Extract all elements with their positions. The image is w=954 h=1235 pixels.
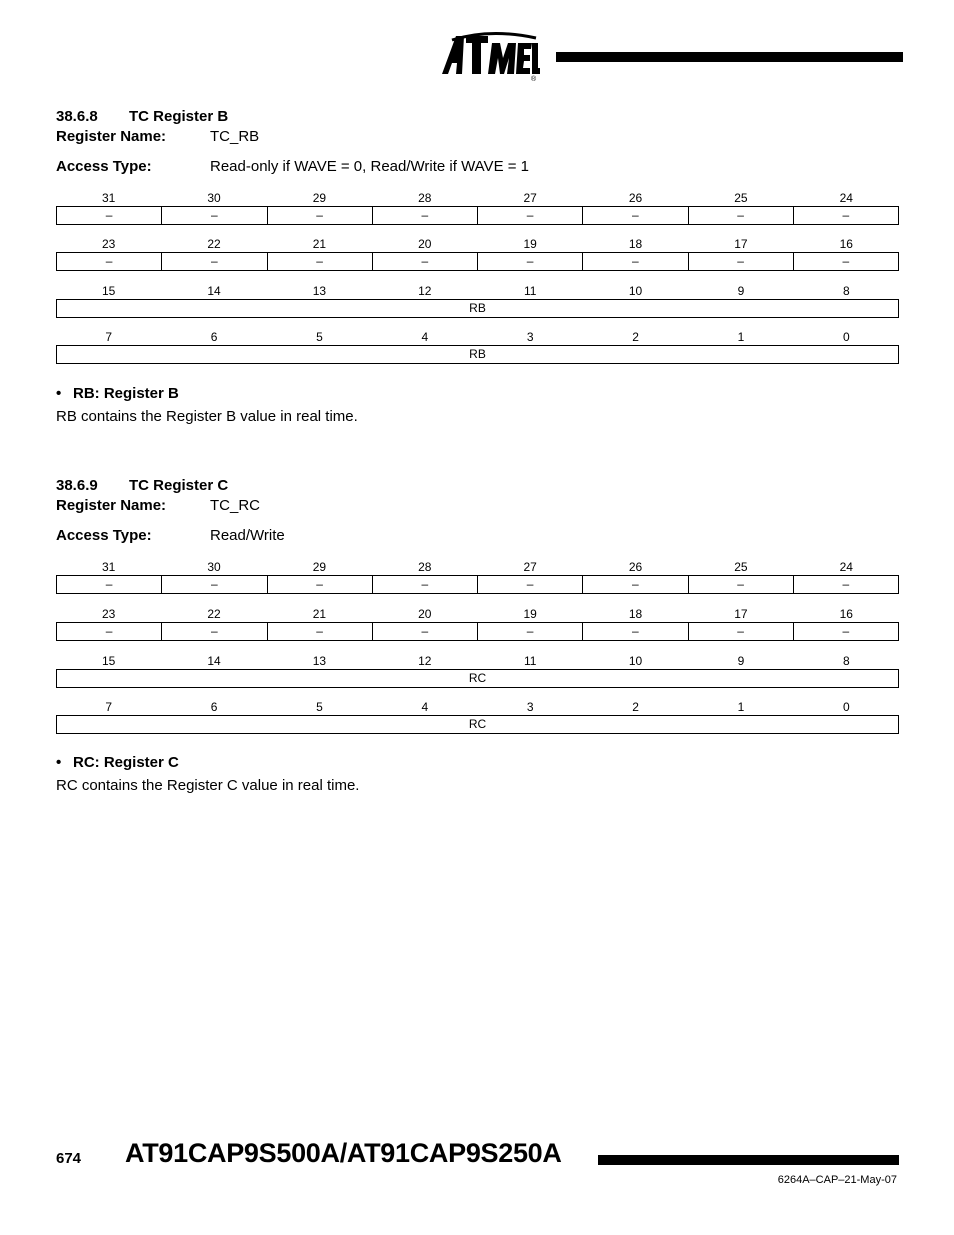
bit-number: 9 [737, 654, 745, 668]
bit-field-cells [56, 622, 899, 641]
bit-cell: – [583, 576, 688, 593]
register-row-15-8 [56, 654, 899, 688]
bit-field-cells [56, 345, 899, 364]
bit-number: 26 [628, 191, 643, 205]
bit-number: 16 [839, 237, 853, 251]
bit-number: 1 [737, 700, 745, 714]
section-title: TC Register C [129, 477, 229, 494]
bit-number: 1 [737, 330, 745, 344]
bit-cell: – [583, 253, 688, 270]
bit-number: 30 [207, 560, 221, 574]
section-tc-register-b [56, 107, 899, 425]
bit-number: 12 [418, 284, 432, 298]
footer-rule [598, 1155, 899, 1165]
bit-number: 17 [734, 237, 748, 251]
section-number: 38.6.9 [56, 477, 98, 494]
bit-number: 13 [312, 284, 327, 298]
access-type-row [56, 526, 899, 546]
bit-number: 16 [839, 607, 853, 621]
bit-number: 7 [105, 700, 113, 714]
bit-number: 17 [734, 607, 748, 621]
bit-number: 3 [526, 330, 534, 344]
bullet-mark: • [56, 385, 62, 402]
section-title: TC Register B [129, 108, 229, 125]
access-type-label: Access Type: [56, 158, 152, 175]
bit-number: 18 [628, 607, 643, 621]
field-rc-low: RC [468, 717, 487, 731]
register-row-31-24 [56, 191, 899, 225]
bit-cell: – [162, 623, 267, 640]
bit-cell: – [57, 253, 162, 270]
field-rb-low: RB [469, 347, 486, 361]
bit-number: 14 [207, 284, 221, 298]
section-tc-register-c [56, 476, 899, 794]
bit-number: 0 [842, 330, 850, 344]
bit-numbers [56, 330, 899, 345]
bit-number: 28 [418, 560, 432, 574]
bit-cell: – [842, 254, 850, 268]
bit-cell: – [268, 623, 373, 640]
bit-number: 27 [523, 560, 537, 574]
bit-number: 30 [207, 191, 221, 205]
atmel-logo [440, 30, 540, 82]
bit-cell: – [373, 576, 478, 593]
bit-number: 23 [102, 237, 116, 251]
field-heading-rb [56, 384, 179, 404]
register-name-row [56, 496, 899, 516]
register-row-7-0 [56, 700, 899, 734]
bit-cell: – [689, 207, 794, 224]
bit-cell: – [842, 208, 850, 222]
access-type-value: Read-only if WAVE = 0, Read/Write if WAVE = 1 [210, 158, 530, 175]
access-type-label: Access Type: [56, 527, 152, 544]
bit-number: 31 [102, 191, 116, 205]
bit-cell: – [583, 623, 688, 640]
bit-number: 12 [418, 654, 432, 668]
bit-number: 7 [105, 330, 113, 344]
bit-cell: – [842, 624, 850, 638]
bit-number: 13 [312, 654, 327, 668]
bit-number: 19 [523, 607, 537, 621]
bit-number: 23 [102, 607, 116, 621]
bit-cell: – [57, 623, 162, 640]
bit-numbers [56, 700, 899, 715]
bit-numbers [56, 560, 899, 575]
bit-numbers [56, 654, 899, 669]
bit-cell: – [57, 576, 162, 593]
page-number: 674 [56, 1150, 82, 1167]
bit-number: 8 [842, 284, 850, 298]
bit-number: 10 [628, 654, 643, 668]
bit-cell: – [478, 207, 583, 224]
field-description: RC contains the Register C value in real time. [56, 777, 360, 794]
bit-cell: – [268, 576, 373, 593]
bit-cell: – [373, 623, 478, 640]
register-name-label: Register Name: [56, 128, 167, 145]
bit-numbers [56, 191, 899, 206]
bit-number: 6 [210, 700, 218, 714]
bit-field-cells [56, 715, 899, 734]
bit-numbers [56, 607, 899, 622]
bit-number: 18 [628, 237, 643, 251]
bit-number: 4 [421, 330, 429, 344]
bit-number: 28 [418, 191, 432, 205]
register-name-value: TC_RC [210, 497, 261, 514]
bit-number: 5 [316, 700, 323, 714]
bit-cell: – [842, 577, 850, 591]
bit-cell: – [478, 576, 583, 593]
document-reference: 6264A–CAP–21-May-07 [777, 1174, 897, 1186]
section-number: 38.6.8 [56, 108, 98, 125]
footer-title: AT91CAP9S500A/AT91CAP9S250A [125, 1138, 562, 1168]
bit-number: 26 [628, 560, 643, 574]
bit-number: 6 [210, 330, 218, 344]
bit-number: 24 [839, 560, 853, 574]
bit-number: 21 [312, 607, 327, 621]
bit-number: 21 [312, 237, 327, 251]
section-heading [56, 107, 899, 127]
bit-number: 31 [102, 560, 116, 574]
register-row-31-24 [56, 560, 899, 594]
register-row-23-16 [56, 237, 899, 271]
bit-number: 25 [734, 560, 748, 574]
bit-cell: – [689, 253, 794, 270]
bit-number: 2 [632, 330, 639, 344]
bit-number: 27 [523, 191, 537, 205]
bit-number: 0 [842, 700, 850, 714]
bit-number: 25 [734, 191, 748, 205]
bit-number: 29 [312, 191, 327, 205]
bit-cell: – [162, 253, 267, 270]
bit-number: 20 [418, 237, 432, 251]
field-rb-high: RB [469, 301, 486, 315]
bullet-mark: • [56, 754, 62, 771]
bit-number: 4 [421, 700, 429, 714]
register-row-23-16 [56, 607, 899, 641]
bit-number: 11 [523, 654, 537, 668]
bit-cell: – [478, 623, 583, 640]
bit-number: 29 [312, 560, 327, 574]
bit-field-cells [56, 575, 899, 594]
register-name-value: TC_RB [210, 128, 260, 145]
bit-cell: – [162, 576, 267, 593]
bit-field-cells [56, 669, 899, 688]
bit-number: 22 [207, 237, 221, 251]
bit-field-cells [56, 206, 899, 225]
bit-cell: – [268, 253, 373, 270]
bit-cell: – [689, 576, 794, 593]
bit-number: 15 [102, 654, 116, 668]
field-heading-rc [56, 753, 179, 773]
bit-number: 10 [628, 284, 643, 298]
bit-cell: – [689, 623, 794, 640]
register-name-label: Register Name: [56, 497, 167, 514]
access-type-value: Read/Write [210, 527, 285, 544]
bit-number: 11 [523, 284, 537, 298]
bit-number: 5 [316, 330, 323, 344]
bit-cell: – [478, 253, 583, 270]
register-name-row [56, 127, 899, 147]
bit-cell: – [162, 207, 267, 224]
bit-cell: – [583, 207, 688, 224]
bit-numbers [56, 237, 899, 252]
register-row-15-8 [56, 284, 899, 318]
bit-numbers [56, 284, 899, 299]
header-rule [556, 52, 903, 62]
bit-cell: – [373, 253, 478, 270]
bit-number: 14 [207, 654, 221, 668]
bit-number: 20 [418, 607, 432, 621]
bit-number: 2 [632, 700, 639, 714]
field-description: RB contains the Register B value in real time. [56, 408, 358, 425]
field-title: RB: Register B [73, 385, 179, 402]
bit-field-cells [56, 252, 899, 271]
svg-text:®: ® [531, 76, 537, 82]
register-row-7-0 [56, 330, 899, 364]
bit-number: 22 [207, 607, 221, 621]
bit-cell: – [57, 207, 162, 224]
bit-number: 3 [526, 700, 534, 714]
access-type-row [56, 157, 899, 177]
bit-number: 9 [737, 284, 745, 298]
bit-number: 15 [102, 284, 116, 298]
bit-number: 24 [839, 191, 853, 205]
field-title: RC: Register C [73, 754, 179, 771]
field-rc-high: RC [468, 671, 487, 685]
bit-cell: – [373, 207, 478, 224]
bit-cell: – [268, 207, 373, 224]
bit-field-cells [56, 299, 899, 318]
bit-number: 8 [842, 654, 850, 668]
bit-number: 19 [523, 237, 537, 251]
section-heading [56, 476, 899, 496]
